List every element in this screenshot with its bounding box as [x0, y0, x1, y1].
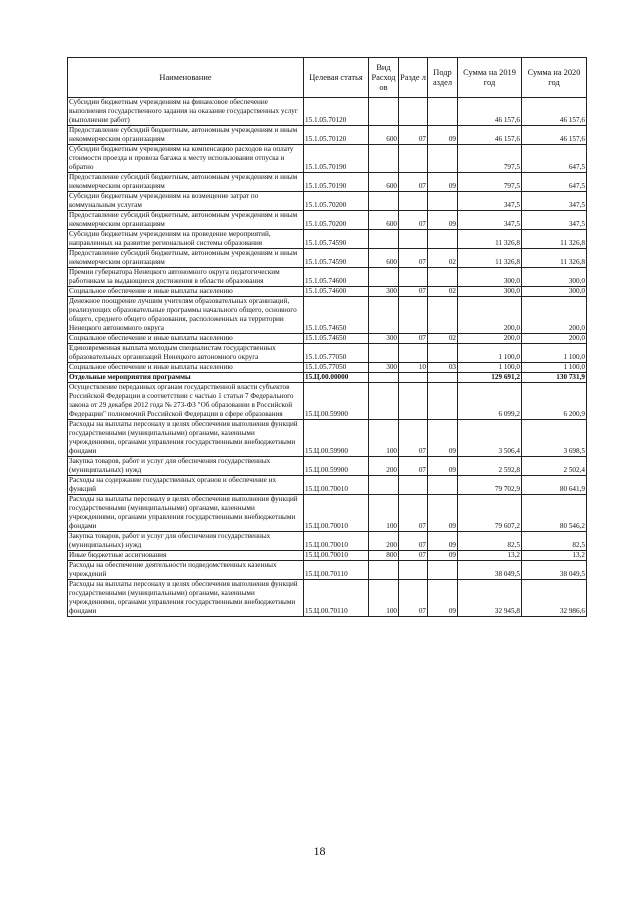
table-row [68, 145, 587, 173]
row-subsection-cell [428, 192, 458, 211]
row-name-cell: Субсидии бюджетным учреждениям на компенсацию расходов на оплату стоимости проезда и провоза багажа к месту использования отпуска и обратно [68, 145, 304, 173]
row-target-cell: 15.1.05.74590 [304, 230, 369, 249]
row-name-cell: Субсидии бюджетным учреждениям на финансовое обеспечение выполнения государственного задания на оказание государственных услуг (выполнение работ) [68, 98, 304, 126]
row-target-cell: 15.Ц.00.59900 [304, 383, 369, 420]
row-sum-2020-cell: 6 200,9 [522, 383, 587, 420]
row-name-cell: Социальное обеспечение и иные выплаты населению [68, 287, 304, 297]
row-sum-2019-cell: 11 326,8 [458, 249, 522, 268]
row-sum-2019-cell: 1 100,0 [458, 363, 522, 373]
row-target-cell: 15.Ц.00.70010 [304, 476, 369, 495]
row-sum-2019-cell: 6 099,2 [458, 383, 522, 420]
row-expense-type-cell: 200 [369, 457, 399, 476]
row-expense-type-cell [369, 145, 399, 173]
row-subsection-cell [428, 344, 458, 363]
page-number: 18 [313, 844, 326, 858]
row-expense-type-cell [369, 476, 399, 495]
row-subsection-cell [428, 268, 458, 287]
row-sum-2020-cell: 3 698,5 [522, 420, 587, 457]
row-sum-2020-cell: 200,0 [522, 297, 587, 334]
row-sum-2020-cell: 300,0 [522, 287, 587, 297]
row-sum-2020-cell: 38 049,5 [522, 561, 587, 580]
table-row [68, 334, 587, 344]
row-target-cell: 15.1.05.74650 [304, 334, 369, 344]
header-sum-2019: Сумма на 2019 год [458, 58, 522, 98]
table-row [68, 249, 587, 268]
table-row [68, 495, 587, 532]
row-sum-2019-cell: 300,0 [458, 287, 522, 297]
row-section-cell: 07 [399, 126, 428, 145]
row-sum-2020-cell: 80 641,9 [522, 476, 587, 495]
row-expense-type-cell [369, 98, 399, 126]
row-section-cell [399, 561, 428, 580]
row-target-cell: 15.1.05.70190 [304, 145, 369, 173]
row-section-cell [399, 344, 428, 363]
header-section: Разде л [399, 58, 428, 98]
row-section-cell: 07 [399, 551, 428, 561]
table-row [68, 561, 587, 580]
row-name-cell: Предоставление субсидий бюджетным, автономным учреждениям и иным некоммерческим организациям [68, 126, 304, 145]
row-section-cell: 07 [399, 211, 428, 230]
row-expense-type-cell: 600 [369, 249, 399, 268]
row-subsection-cell [428, 476, 458, 495]
row-sum-2019-cell: 11 326,8 [458, 230, 522, 249]
row-name-cell: Предоставление субсидий бюджетным, автономным учреждениям и иным некоммерческим организациям [68, 211, 304, 230]
row-sum-2019-cell: 347,5 [458, 211, 522, 230]
row-name-cell: Социальное обеспечение и иные выплаты населению [68, 363, 304, 373]
row-section-cell: 07 [399, 334, 428, 344]
row-name-cell: Иные бюджетные ассигнования [68, 551, 304, 561]
row-expense-type-cell: 800 [369, 551, 399, 561]
row-subsection-cell: 09 [428, 580, 458, 617]
row-subsection-cell [428, 98, 458, 126]
row-sum-2019-cell: 79 607,2 [458, 495, 522, 532]
row-name-cell: Расходы на выплаты персоналу в целях обеспечения выполнения функций государственными (муниципальными) органами, казенными учреждениями, органами управления государственными внебюджетными фондами [68, 495, 304, 532]
row-expense-type-cell [369, 268, 399, 287]
row-subsection-cell: 09 [428, 495, 458, 532]
row-section-cell [399, 230, 428, 249]
row-name-cell: Расходы на выплаты персоналу в целях обеспечения выполнения функций государственными (муниципальными) органами, казенными учреждениями, органами управления государственными внебюджетными фондами [68, 580, 304, 617]
row-sum-2019-cell: 200,0 [458, 297, 522, 334]
row-sum-2020-cell: 11 326,8 [522, 249, 587, 268]
row-section-cell [399, 268, 428, 287]
row-sum-2020-cell: 32 986,6 [522, 580, 587, 617]
row-section-cell [399, 383, 428, 420]
row-section-cell [399, 145, 428, 173]
table-row [68, 551, 587, 561]
row-sum-2020-cell: 82,5 [522, 532, 587, 551]
row-expense-type-cell: 100 [369, 495, 399, 532]
row-sum-2019-cell: 79 702,9 [458, 476, 522, 495]
row-sum-2020-cell: 46 157,6 [522, 126, 587, 145]
row-name-cell: Социальное обеспечение и иные выплаты населению [68, 334, 304, 344]
table-header-row [68, 58, 587, 98]
row-expense-type-cell [369, 344, 399, 363]
row-target-cell: 15.Ц.00.70010 [304, 532, 369, 551]
row-expense-type-cell: 100 [369, 420, 399, 457]
row-target-cell: 15.Ц.00.70110 [304, 561, 369, 580]
row-name-cell: Отдельные мероприятия программы [68, 373, 304, 383]
row-expense-type-cell [369, 373, 399, 383]
row-expense-type-cell: 200 [369, 532, 399, 551]
row-name-cell: Предоставление субсидий бюджетным, автономным учреждениям и иным некоммерческим организациям [68, 249, 304, 268]
row-target-cell: 15.1.05.74650 [304, 297, 369, 334]
row-sum-2020-cell: 13,2 [522, 551, 587, 561]
row-name-cell: Субсидии бюджетным учреждениям на проведение мероприятий, направленных на развитие региональной системы образования [68, 230, 304, 249]
row-sum-2020-cell: 80 546,2 [522, 495, 587, 532]
row-sum-2019-cell: 2 592,8 [458, 457, 522, 476]
row-target-cell: 15.1.05.70120 [304, 98, 369, 126]
header-sum-2020: Сумма на 2020 год [522, 58, 587, 98]
row-expense-type-cell: 100 [369, 580, 399, 617]
row-section-cell: 07 [399, 287, 428, 297]
row-target-cell: 15.Ц.00.00000 [304, 373, 369, 383]
row-sum-2019-cell: 13,2 [458, 551, 522, 561]
row-section-cell: 07 [399, 457, 428, 476]
row-subsection-cell [428, 230, 458, 249]
row-name-cell: Осуществление переданных органам государственной власти субъектов Российской Федерации в соответствии с частью 1 статьи 7 Федерального закона от 29 декабря 2012 года № 273-ФЗ "Об образовании в Российской Федерации" полномочий Российской Федерации в сфере образования [68, 383, 304, 420]
row-target-cell: 15.1.05.74590 [304, 249, 369, 268]
table-row [68, 363, 587, 373]
row-sum-2019-cell: 46 157,6 [458, 98, 522, 126]
row-target-cell: 15.1.05.77050 [304, 344, 369, 363]
row-sum-2019-cell: 38 049,5 [458, 561, 522, 580]
row-target-cell: 15.Ц.00.59900 [304, 420, 369, 457]
row-sum-2020-cell: 647,5 [522, 145, 587, 173]
row-name-cell: Расходы на обеспечение деятельности подведомственных казенных учреждений [68, 561, 304, 580]
row-expense-type-cell [369, 192, 399, 211]
row-name-cell: Расходы на выплаты персоналу в целях обеспечения выполнения функций государственными (муниципальными) органами, казенными учреждениями, органами управления государственными внебюджетными фондами [68, 420, 304, 457]
table-row [68, 98, 587, 126]
row-target-cell: 15.1.05.74600 [304, 268, 369, 287]
row-subsection-cell: 03 [428, 363, 458, 373]
row-name-cell: Закупка товаров, работ и услуг для обеспечения государственных (муниципальных) нужд [68, 532, 304, 551]
row-sum-2020-cell: 11 326,8 [522, 230, 587, 249]
table-row [68, 192, 587, 211]
row-subsection-cell: 09 [428, 457, 458, 476]
row-sum-2020-cell: 46 157,6 [522, 98, 587, 126]
row-sum-2019-cell: 1 100,0 [458, 344, 522, 363]
row-target-cell: 15.1.05.70200 [304, 192, 369, 211]
row-target-cell: 15.1.05.77050 [304, 363, 369, 373]
row-subsection-cell [428, 297, 458, 334]
row-target-cell: 15.1.05.74600 [304, 287, 369, 297]
row-section-cell [399, 297, 428, 334]
row-subsection-cell: 09 [428, 551, 458, 561]
row-expense-type-cell: 600 [369, 211, 399, 230]
row-subsection-cell: 09 [428, 126, 458, 145]
row-sum-2019-cell: 797,5 [458, 173, 522, 192]
row-sum-2019-cell: 82,5 [458, 532, 522, 551]
row-section-cell [399, 192, 428, 211]
row-expense-type-cell [369, 230, 399, 249]
row-expense-type-cell: 300 [369, 334, 399, 344]
row-subsection-cell: 09 [428, 420, 458, 457]
row-expense-type-cell [369, 297, 399, 334]
header-subsection: Подр аздел [428, 58, 458, 98]
row-subsection-cell [428, 373, 458, 383]
row-sum-2019-cell: 3 506,4 [458, 420, 522, 457]
row-section-cell: 07 [399, 173, 428, 192]
row-name-cell: Субсидии бюджетным учреждениям на возмещение затрат по коммунальным услугам [68, 192, 304, 211]
row-section-cell: 07 [399, 580, 428, 617]
row-section-cell [399, 476, 428, 495]
row-expense-type-cell: 600 [369, 126, 399, 145]
row-name-cell: Расходы на содержание государственных органов и обеспечение их функций [68, 476, 304, 495]
row-sum-2020-cell: 200,0 [522, 334, 587, 344]
row-target-cell: 15.Ц.00.70010 [304, 551, 369, 561]
row-subsection-cell: 09 [428, 173, 458, 192]
row-sum-2020-cell: 347,5 [522, 211, 587, 230]
row-section-cell: 10 [399, 363, 428, 373]
row-sum-2019-cell: 300,0 [458, 268, 522, 287]
row-target-cell: 15.1.05.70200 [304, 211, 369, 230]
row-subsection-cell [428, 383, 458, 420]
row-sum-2020-cell: 647,5 [522, 173, 587, 192]
table-row [68, 532, 587, 551]
row-sum-2020-cell: 130 731,9 [522, 373, 587, 383]
table-row [68, 420, 587, 457]
row-target-cell: 15.1.05.70190 [304, 173, 369, 192]
table-row [68, 373, 587, 383]
row-target-cell: 15.Ц.00.59900 [304, 457, 369, 476]
table-row [68, 344, 587, 363]
header-name: Наименование [68, 58, 304, 98]
row-name-cell: Закупка товаров, работ и услуг для обеспечения государственных (муниципальных) нужд [68, 457, 304, 476]
row-section-cell [399, 373, 428, 383]
row-section-cell [399, 98, 428, 126]
table-row [68, 287, 587, 297]
row-sum-2019-cell: 797,5 [458, 145, 522, 173]
row-sum-2019-cell: 347,5 [458, 192, 522, 211]
row-expense-type-cell: 300 [369, 363, 399, 373]
row-expense-type-cell: 300 [369, 287, 399, 297]
row-subsection-cell: 09 [428, 532, 458, 551]
row-subsection-cell: 02 [428, 249, 458, 268]
table-row [68, 457, 587, 476]
row-target-cell: 15.1.05.70120 [304, 126, 369, 145]
row-expense-type-cell [369, 561, 399, 580]
row-name-cell: Премии губернатора Ненецкого автономного округа педагогическим работникам за выдающиеся достижения в области образования [68, 268, 304, 287]
table-row [68, 173, 587, 192]
row-section-cell: 07 [399, 532, 428, 551]
header-expense-type: Вид Расход ов [369, 58, 399, 98]
table-row [68, 580, 587, 617]
row-sum-2020-cell: 1 100,0 [522, 344, 587, 363]
table-row [68, 230, 587, 249]
row-target-cell: 15.Ц.00.70010 [304, 495, 369, 532]
budget-table [67, 57, 587, 617]
row-sum-2019-cell: 46 157,6 [458, 126, 522, 145]
table-row [68, 268, 587, 287]
row-sum-2020-cell: 347,5 [522, 192, 587, 211]
row-section-cell: 07 [399, 249, 428, 268]
row-section-cell: 07 [399, 420, 428, 457]
row-subsection-cell [428, 561, 458, 580]
row-subsection-cell: 09 [428, 211, 458, 230]
row-sum-2019-cell: 129 691,2 [458, 373, 522, 383]
row-section-cell: 07 [399, 495, 428, 532]
table-row [68, 126, 587, 145]
row-subsection-cell [428, 145, 458, 173]
row-sum-2019-cell: 200,0 [458, 334, 522, 344]
row-expense-type-cell [369, 383, 399, 420]
row-name-cell: Денежное поощрение лучшим учителям образовательных организаций, реализующих образовательные программы начального общего, основного общего, среднего общего образования, расположенных на территории Ненецкого автономного округа [68, 297, 304, 334]
row-expense-type-cell: 600 [369, 173, 399, 192]
table-row [68, 211, 587, 230]
row-subsection-cell: 02 [428, 334, 458, 344]
table-row [68, 476, 587, 495]
row-sum-2020-cell: 1 100,0 [522, 363, 587, 373]
row-name-cell: Единовременная выплата молодым специалистам государственных образовательных организаций Ненецкого автономного округа [68, 344, 304, 363]
row-subsection-cell: 02 [428, 287, 458, 297]
row-sum-2019-cell: 32 945,8 [458, 580, 522, 617]
row-sum-2020-cell: 300,0 [522, 268, 587, 287]
header-target-article: Целевая статья [304, 58, 369, 98]
row-target-cell: 15.Ц.00.70110 [304, 580, 369, 617]
row-name-cell: Предоставление субсидий бюджетным, автономным учреждениям и иным некоммерческим организациям [68, 173, 304, 192]
row-sum-2020-cell: 2 502,4 [522, 457, 587, 476]
table-row [68, 297, 587, 334]
table-row [68, 383, 587, 420]
